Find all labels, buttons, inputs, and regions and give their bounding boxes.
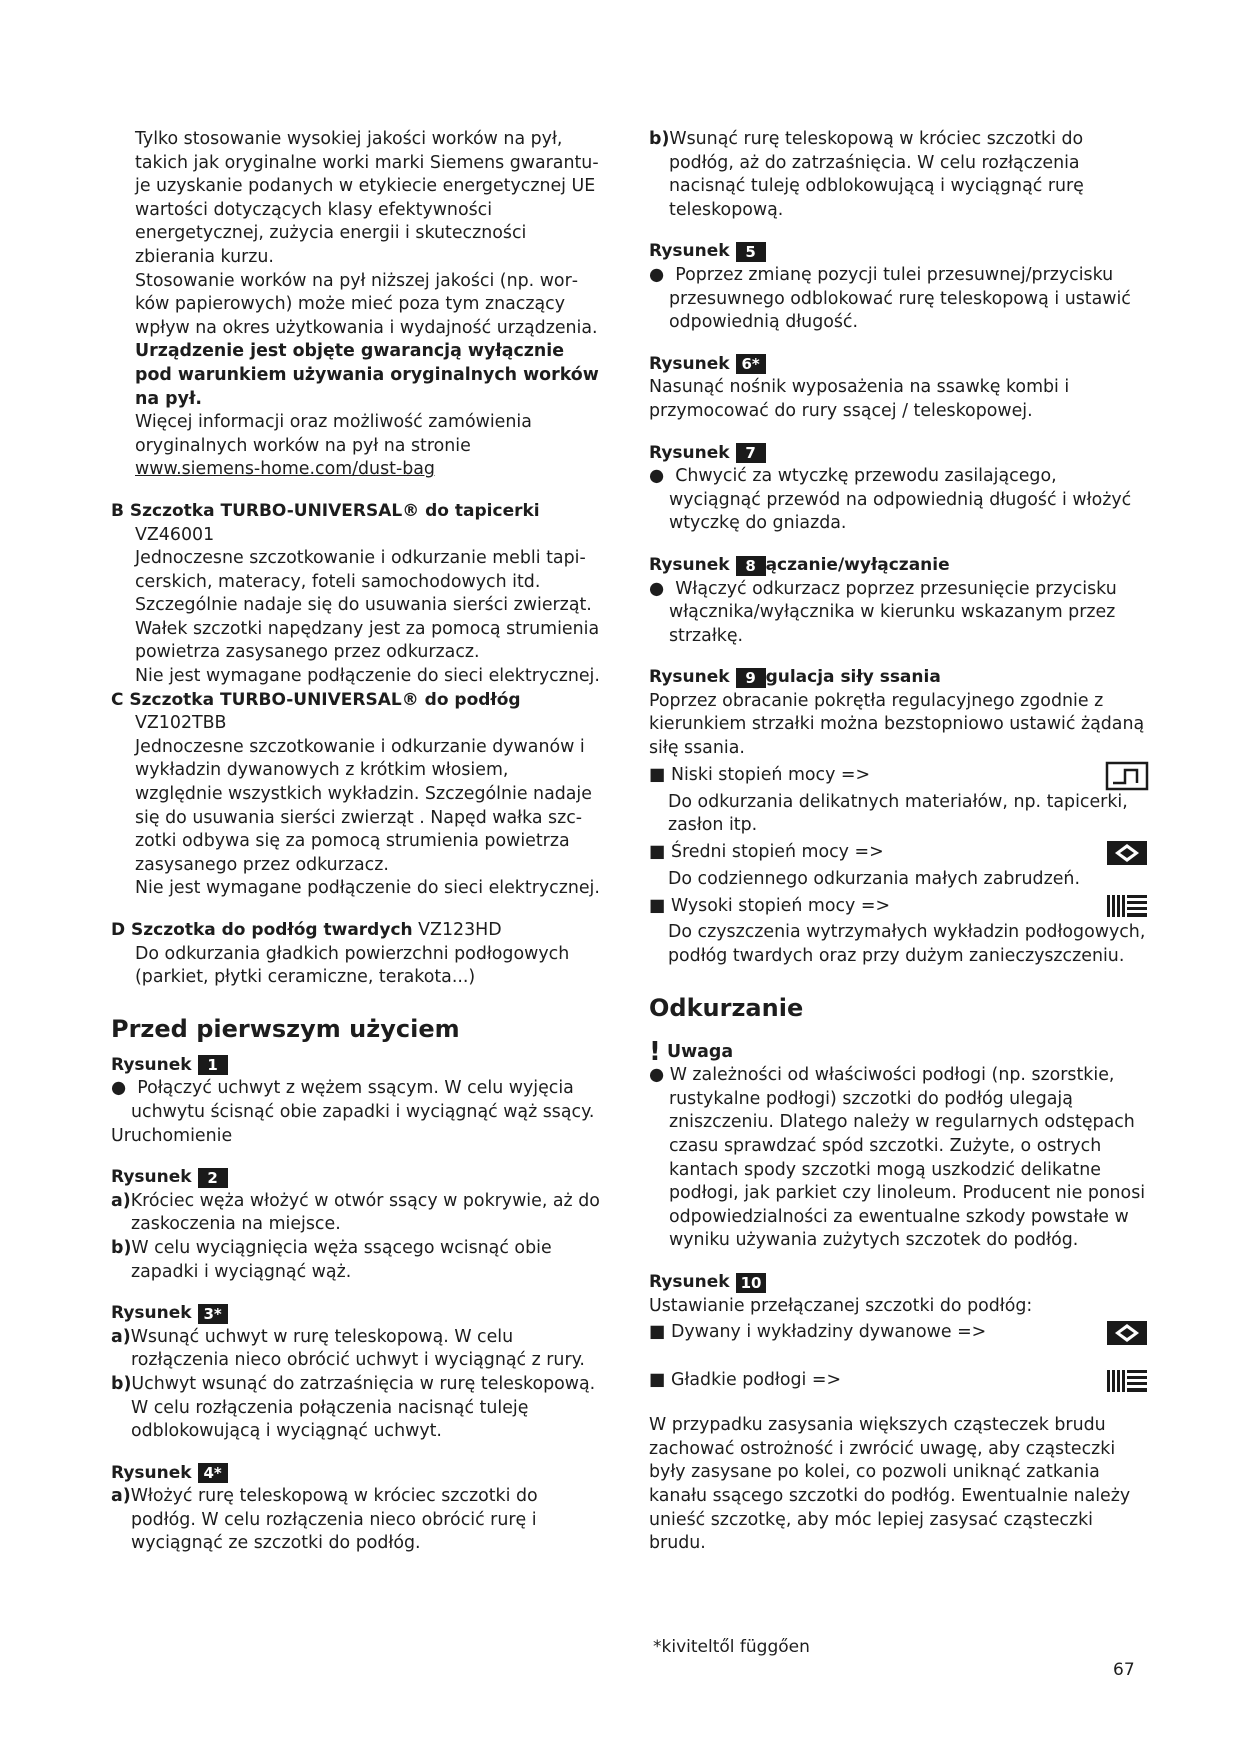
list-item: b)Uchwyt wsunąć do zatrzaśnięcia w rurę teleskopową. W celu rozłączenia połączenia nacisnąć tuleję odblokowującą i wyciągnąć uchwyt.	[111, 1373, 596, 1442]
section-title-vacuuming: Odkurzanie	[649, 993, 804, 1022]
list-item: ● Poprzez zmianę pozycji tulei przesuwnej/przycisku przesuwnego odblokować rurę teleskopową i ustawić odpowiednią długość.	[649, 264, 1131, 333]
list-item: a)Włożyć rurę teleskopową w króciec szczotki do podłóg. W celu rozłączenia nieco obrócić rurę i wyciągnąć ze szczotki do podłóg.	[111, 1486, 538, 1554]
power-level-medium: ■ Średni stopień mocy =>	[649, 838, 1149, 868]
page-number: 67	[1113, 1660, 1135, 1680]
power-level-high: ■ Wysoki stopień mocy =>	[649, 891, 1149, 921]
accessory-c-text: Jednoczesne szczotkowanie i odkurzanie dywanów i wykładzin dywanowych z krótkim włosiem, względnie wszystkich wykładzin. Szczególnie nadaje się do usuwania sierści zwierząt . Napęd wałka szczotki odbywa się za pomocą strumienia powietrza zasysanego przez odkurzacz.	[135, 736, 592, 875]
closing-paragraph: W przypadku zasysania większych cząsteczek brudu zachować ostrożność i zwrócić uwagę, aby cząsteczki były zasysane po kolei, co pozwoli uniknąć zatkania kanału ssącego szczotki do podłóg. Ewentualnie należy unieść szczotkę, aby móc lepiej zasysać cząsteczki brudu.	[649, 1415, 1131, 1554]
list-item: ● Włączyć odkurzacz poprzez przesunięcie przycisku włącznika/wyłącznika w kierunku wskazanym przez strzałkę.	[649, 578, 1117, 646]
power-level-low-desc: Do odkurzania delikatnych materiałów, np. tapicerki, zasłon itp.	[668, 791, 1128, 836]
figure-10-label: Rysunek 10	[649, 1271, 1149, 1295]
hard-floor-icon	[1105, 1366, 1149, 1396]
right-column	[649, 128, 1149, 1556]
carpet-icon	[1105, 1318, 1149, 1348]
accessory-d-heading: D Szczotka do podłóg twardych VZ123HD	[111, 920, 502, 940]
figure-8-label: Rysunek 8 ączanie/wyłączanie	[649, 554, 950, 575]
figure-4-label: Rysunek 4*	[111, 1462, 601, 1486]
paragraph: Uruchomienie	[111, 1125, 233, 1146]
power-level-high-desc: Do czyszczenia wytrzymałych wykładzin podłogowych, podłóg twardych oraz przy dużym zanieczyszczeniu.	[668, 922, 1146, 967]
list-item: ● Chwycić za wtyczkę przewodu zasilającego, wyciągnąć przewód na odpowiednią długość i włożyć wtyczkę do gniazda.	[649, 466, 1132, 534]
warning-title: Uwaga	[667, 1041, 734, 1062]
accessory-c-note: Nie jest wymagane podłączenie do sieci elektrycznej.	[135, 878, 600, 899]
list-item: a)Wsunąć uchwyt w rurę teleskopową. W celu rozłączenia nieco obrócić uchwyt i wyciągnąć z rury.	[111, 1326, 585, 1371]
brush-setting-carpet: ■ Dywany i wykładziny dywanowe =>	[649, 1318, 1149, 1348]
list-item: b)Wsunąć rurę teleskopową w króciec szczotki do podłóg, aż do zatrzaśnięcia. W celu rozłączenia nacisnąć tuleję odblokowującą i wyciągnąć rurę teleskopową.	[649, 129, 1084, 220]
paragraph: Poprzez obracanie pokrętła regulacyjnego zgodnie z kierunkiem strzałki można bezstopniowo ustawić żądaną siłę ssania.	[649, 690, 1145, 759]
figure-6-label: Rysunek 6*	[649, 353, 1149, 377]
power-level-medium-desc: Do codziennego odkurzania małych zabrudzeń.	[668, 868, 1080, 889]
paragraph: Stosowanie worków na pył niższej jakości (np. worków papierowych) może mieć poza tym znaczący wpływ na okres użytkowania i wydajność urządzenia.	[135, 270, 598, 338]
list-item: ● Połączyć uchwyt z wężem ssącym. W celu wyjęcia uchwytu ścisnąć obie zapadki i wyciągnąć wąż ssący.	[111, 1078, 595, 1122]
accessory-c-heading: C Szczotka TURBO-UNIVERSAL® do podłóg	[111, 689, 521, 710]
low-power-icon	[1105, 761, 1149, 791]
warning-icon: !	[649, 1036, 661, 1067]
list-item: b)W celu wyciągnięcia węża ssącego wcisnąć obie zapadki i wyciągnąć wąż.	[111, 1237, 552, 1282]
figure-3-label: Rysunek 3*	[111, 1302, 601, 1326]
accessory-b-code: VZ46001	[135, 524, 215, 545]
high-power-icon	[1105, 891, 1149, 921]
accessory-b-text: Jednoczesne szczotkowanie i odkurzanie mebli tapicerskich, materacy, foteli samochodowych itd. Szczególnie nadaje się do usuwania sierści zwierząt. Wałek szczotki napędzany jest za pomocą strumienia powietrza zasysanego przez odkurzacz.	[135, 548, 600, 663]
power-level-low: ■ Niski stopień mocy =>	[649, 761, 1149, 791]
figure-5-label: Rysunek 5	[649, 240, 1149, 264]
dust-bag-info	[111, 128, 601, 482]
warranty-notice: Urządzenie jest objęte gwarancją wyłącznie pod warunkiem używania oryginalnych worków na pył.	[135, 341, 599, 409]
medium-power-icon	[1105, 838, 1149, 868]
accessory-d-text: Do odkurzania gładkich powierzchni podłogowych (parkiet, płytki ceramiczne, terakota...)	[135, 943, 570, 988]
accessory-c-code: VZ102TBB	[135, 713, 227, 734]
accessory-b-note: Nie jest wymagane podłączenie do sieci elektrycznej.	[135, 666, 600, 687]
paragraph: Nasunąć nośnik wyposażenia na ssawkę kombi i przymocować do rury ssącej / teleskopowej.	[649, 377, 1070, 421]
dust-bag-link[interactable]: www.siemens-home.com/dust-bag	[135, 459, 435, 480]
accessory-b-heading: B Szczotka TURBO-UNIVERSAL® do tapicerki	[111, 500, 540, 521]
figure-1-label: Rysunek 1	[111, 1054, 601, 1078]
warning-text: ● W zależności od właściwości podłogi (np. szorstkie, rustykalne podłogi) szczotki do podłóg ulegają zniszczeniu. Dlatego należy w regularnych odstępach czasu sprawdzać spód szczotki. Zużyte, o ostrych kantach spody szczotki mogą uszkodzić delikatne podłogi, jak parkiet czy linoleum. Producent nie ponosi odpowiedzialności za ewentualne szkody powstałe w wyniku używania zużytych szczotek do podłóg.	[649, 1065, 1146, 1251]
list-item: a)Króciec węża włożyć w otwór ssący w pokrywie, aż do zaskoczenia na miejsce.	[111, 1190, 600, 1235]
paragraph: Tylko stosowanie wysokiej jakości worków na pył, takich jak oryginalne worki marki Siemens gwarantuje uzyskanie podanych w etykiecie energetycznej UE wartości dotyczących klasy efektywności energetycznej, zużycia energii i skuteczności zbierania kurzu.	[135, 129, 599, 267]
figure-9-label: Rysunek 9 gulacja siły ssania	[649, 667, 941, 688]
footnote: *kiviteltől függően	[653, 1637, 810, 1657]
warning-block	[649, 1036, 1149, 1067]
figure-7-label: Rysunek 7	[649, 442, 1149, 466]
brush-setting-hard-floor: ■ Gładkie podłogi =>	[649, 1366, 1149, 1396]
left-column	[111, 128, 601, 1556]
paragraph: Ustawianie przełączanej szczotki do podłóg:	[649, 1295, 1033, 1316]
section-title-before-first-use: Przed pierwszym użyciem	[111, 1014, 460, 1043]
figure-2-label: Rysunek 2	[111, 1166, 601, 1190]
paragraph: Więcej informacji oraz możliwość zamówienia oryginalnych worków na pył na stronie	[135, 412, 532, 456]
